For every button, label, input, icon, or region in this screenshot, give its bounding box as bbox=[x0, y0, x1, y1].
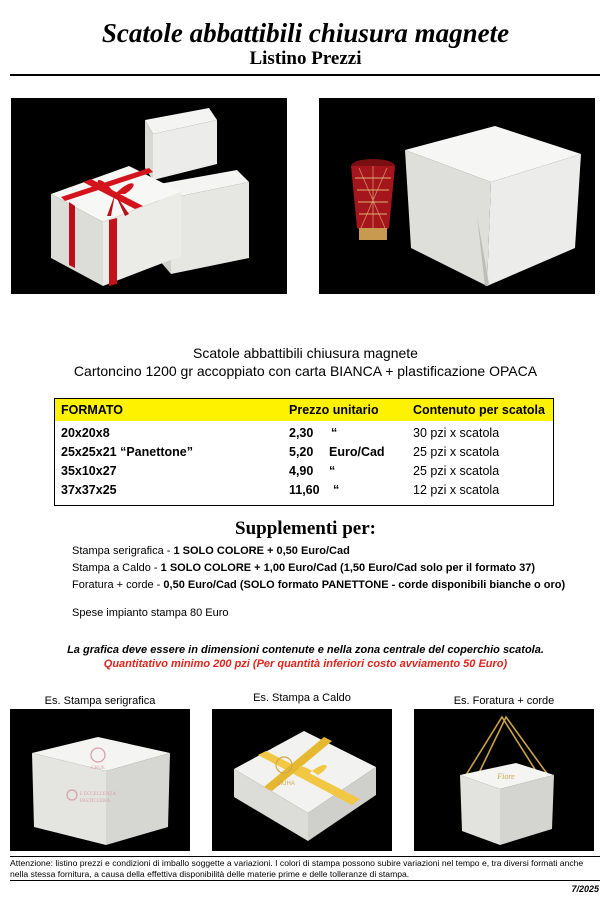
table-row bbox=[55, 481, 553, 500]
page-title: Scatole abbattibili chiusura magnete bbox=[101, 18, 510, 48]
page-subtitle: Listino Prezzi bbox=[249, 48, 362, 69]
product-description-line1: Scatole abbattibili chiusura magnete bbox=[193, 345, 418, 361]
price-table bbox=[54, 398, 554, 506]
row-format: 25x25x21 “Panettone” bbox=[61, 445, 194, 459]
row-content: 25 pzi x scatola bbox=[413, 445, 500, 459]
footer-disclaimer: Attenzione: listino prezzi e condizioni di imballo soggette a variazioni. I colori di stampa possono subire variazioni nel tempo e, tra diversi formati anche nella stessa fornitura, a causa della effettiva disponibilità delle materie prime e delle tolleranze di stampa. bbox=[10, 858, 584, 879]
row-unit: Euro/Cad bbox=[329, 445, 385, 459]
price-table-header bbox=[55, 399, 553, 421]
column-header-unit-price: Prezzo unitario bbox=[289, 403, 379, 417]
rope-holes-example-photo bbox=[414, 709, 594, 851]
setup-cost: Spese impianto stampa 80 Euro bbox=[72, 607, 229, 619]
row-content: 25 pzi x scatola bbox=[413, 464, 500, 478]
supplements-title: Supplementi per: bbox=[235, 518, 376, 539]
row-unit: “ bbox=[331, 426, 338, 440]
row-price: 11,60 bbox=[289, 483, 320, 497]
white-boxes-red-ribbon-photo bbox=[11, 98, 287, 294]
minimum-quantity-note: Quantitativo minimo 200 pzi (Per quantità inferiori costo avviamento 50 Euro) bbox=[103, 658, 508, 670]
footer-divider-bottom bbox=[10, 880, 600, 881]
row-content: 30 pzi x scatola bbox=[413, 426, 500, 440]
column-header-box-content: Contenuto per scatola bbox=[413, 403, 545, 417]
column-header-format: FORMATO bbox=[61, 403, 124, 417]
supplement-hot-stamp bbox=[72, 561, 535, 575]
caption-hot-stamp: Es. Stampa a Caldo bbox=[253, 692, 351, 704]
screen-print-text-1: GRUE bbox=[91, 766, 105, 771]
screen-print-example-photo bbox=[10, 709, 190, 851]
row-unit: “ bbox=[333, 483, 340, 497]
graphic-note: La grafica deve essere in dimensioni contenute e nella zona centrale del coperchio scatola. bbox=[67, 644, 544, 656]
document-date: 7/2025 bbox=[571, 884, 599, 894]
table-row bbox=[55, 424, 553, 443]
table-row bbox=[55, 462, 553, 481]
header-divider bbox=[10, 74, 600, 76]
row-unit: “ bbox=[329, 464, 336, 478]
table-row bbox=[55, 443, 553, 462]
row-format: 37x37x25 bbox=[61, 483, 117, 497]
caption-rope-holes: Es. Foratura + corde bbox=[453, 695, 555, 707]
rope-box-text: Fiore bbox=[497, 772, 515, 781]
supplement-rope-holes bbox=[72, 578, 565, 592]
footer-divider bbox=[10, 856, 600, 857]
supplement-detail: 1 SOLO COLORE + 0,50 Euro/Cad bbox=[173, 545, 350, 557]
supplement-screen-print bbox=[72, 544, 350, 558]
row-price: 4,90 bbox=[289, 464, 314, 478]
screen-print-text-2: L'ECCELLENZA bbox=[80, 792, 117, 797]
row-format: 35x10x27 bbox=[61, 464, 117, 478]
row-price: 5,20 bbox=[289, 445, 314, 459]
caption-screen-print: Es. Stampa serigrafica bbox=[44, 695, 156, 707]
white-box-red-candle-photo bbox=[319, 98, 595, 294]
supplement-label: Foratura + corde - bbox=[72, 579, 164, 591]
supplement-label: Stampa serigrafica - bbox=[72, 545, 174, 557]
product-description-line2: Cartoncino 1200 gr accoppiato con carta BIANCA + plastificazione OPACA bbox=[73, 363, 538, 379]
hot-stamp-text: MUHA bbox=[277, 781, 295, 787]
supplement-detail: 1 SOLO COLORE + 1,00 Euro/Cad (1,50 Euro/Cad solo per il formato 37) bbox=[160, 562, 536, 574]
hot-stamp-example-photo bbox=[212, 709, 392, 851]
row-price: 2,30 bbox=[289, 426, 314, 440]
row-format: 20x20x8 bbox=[61, 426, 110, 440]
screen-print-text-3: PASTICCERA bbox=[80, 799, 111, 804]
supplement-label: Stampa a Caldo - bbox=[72, 562, 161, 574]
row-content: 12 pzi x scatola bbox=[413, 483, 500, 497]
supplement-detail: 0,50 Euro/Cad (SOLO formato PANETTONE - corde disponibili bianche o oro) bbox=[163, 579, 566, 591]
